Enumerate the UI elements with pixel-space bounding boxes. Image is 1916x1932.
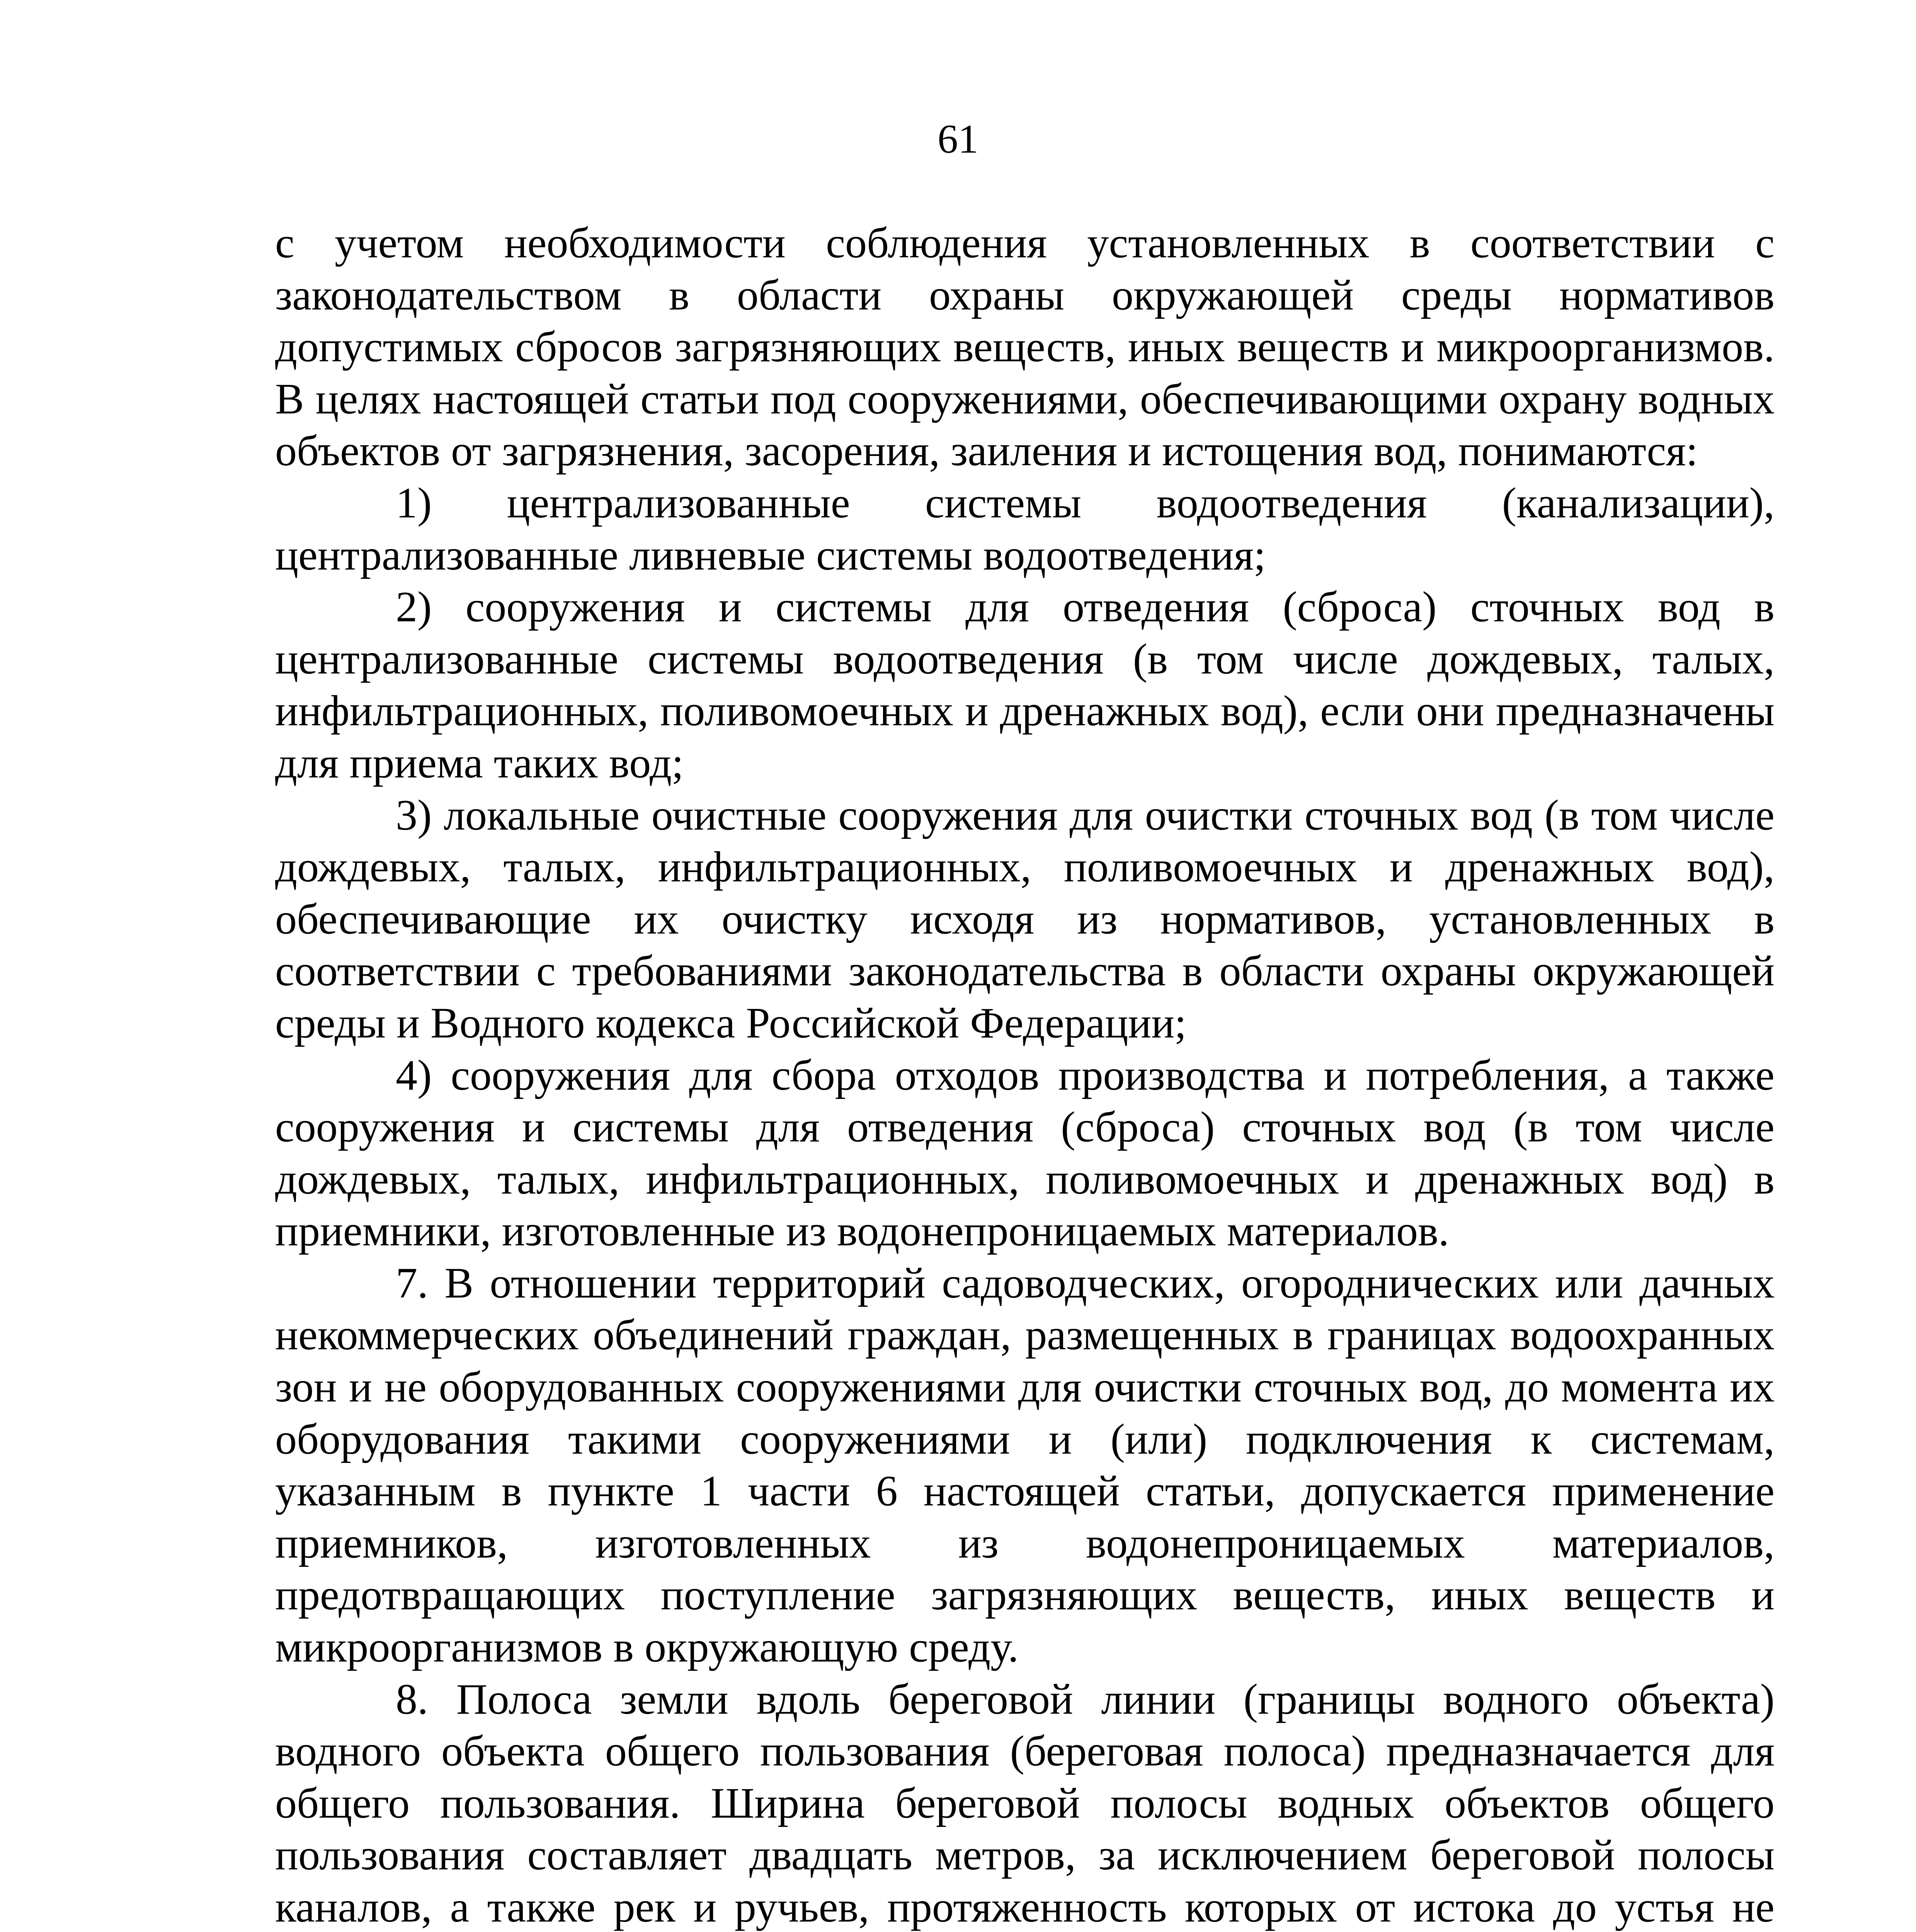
document-body (275, 217, 1775, 1932)
list-item-1: 1) централизованные системы водоотведения (канализации), централизованные ливневые системы водоотведения; (275, 479, 1775, 579)
paragraph-continuation: с учетом необходимости соблюдения установленных в соответствии с законодательством в области охраны окружающей среды нормативов допустимых сбросов загрязняющих веществ, иных веществ и микроорганизмов. В целях настоящей статьи под сооружениями, обеспечивающими охрану водных объектов от загрязнения, засорения, заиления и истощения вод, понимаются: (275, 219, 1775, 475)
paragraph-7: 7. В отношении территорий садоводческих, огороднических или дачных некоммерческих объединений граждан, размещенных в границах водоохранных зон и не оборудованных сооружениями для очистки сточных вод, до момента их оборудования такими сооружениями и (или) подключения к системам, указанным в пункте 1 части 6 настоящей статьи, допускается применение приемников, изготовленных из водонепроницаемых материалов, предотвращающих поступление загрязняющих веществ, иных веществ и микроорганизмов в окружающую среду. (275, 1259, 1775, 1672)
page-number: 61 (938, 116, 978, 162)
list-item-3: 3) локальные очистные сооружения для очистки сточных вод (в том числе дождевых, талых, инфильтрационных, поливомоечных и дренажных вод), обеспечивающие их очистку исходя из нормативов, установленных в соответствии с требованиями законодательства в области охраны окружающей среды и Водного кодекса Российской Федерации; (275, 791, 1775, 1047)
paragraph-8: 8. Полоса земли вдоль береговой линии (границы водного объекта) водного объекта общего пользования (береговая полоса) предназначается для общего пользования. Ширина береговой полосы водных объектов общего пользования составляет двадцать метров, за исключением береговой полосы каналов, а также рек и ручьев, протяженность которых от истока до устья не (275, 1675, 1775, 1931)
list-item-2: 2) сооружения и системы для отведения (сброса) сточных вод в централизованные системы водоотведения (в том числе дождевых, талых, инфильтрационных, поливомоечных и дренажных вод), если они предназначены для приема таких вод; (275, 583, 1775, 787)
list-item-4: 4) сооружения для сбора отходов производства и потребления, а также сооружения и системы для отведения (сброса) сточных вод (в том числе дождевых, талых, инфильтрационных, поливомоечных и дренажных вод) в приемники, изготовленные из водонепроницаемых материалов. (275, 1051, 1775, 1255)
